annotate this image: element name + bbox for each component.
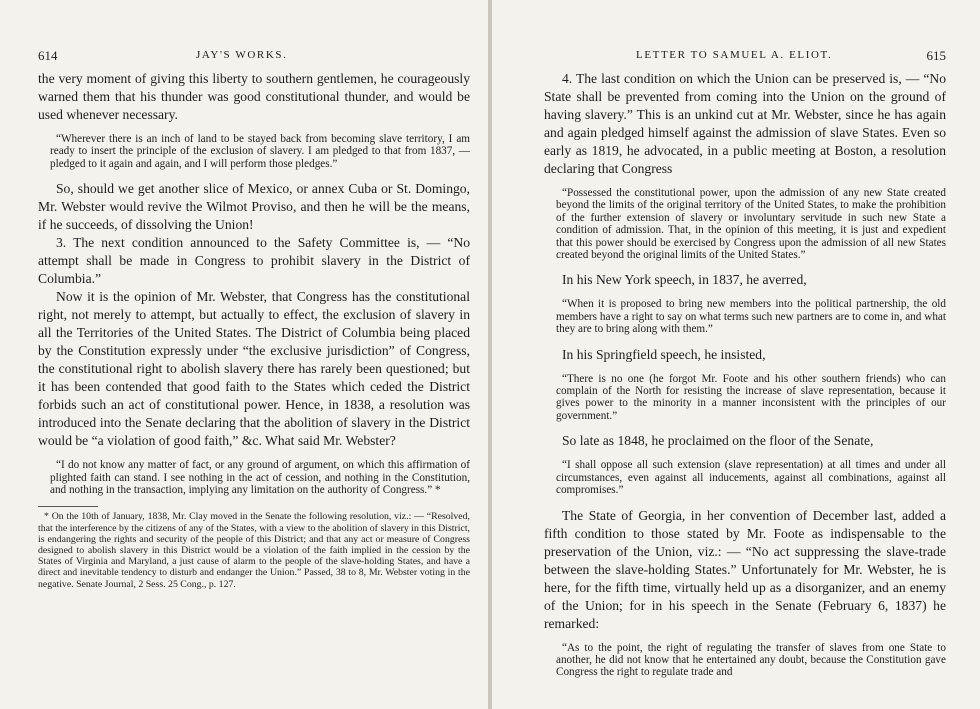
left-page-number: 614: [38, 48, 58, 63]
right-page-header: [544, 48, 946, 70]
footnote-divider: [38, 506, 98, 507]
right-quote-2: “When it is proposed to bring new members into the political partnership, the old members have a right to say on what terms such new partners are to come in, and what they are to bring along with them.”: [556, 298, 946, 336]
left-quote-1: “Wherever there is an inch of land to be stayed back from becoming slave territory, I am ready to insert the principle of the exclusion of slavery. I am pledged to that from 1837, — pledged to it again and again, and I will perform those pledges.”: [50, 133, 470, 170]
left-page: [0, 0, 488, 709]
right-paragraph-4: So late as 1848, he proclaimed on the floor of the Senate,: [562, 433, 874, 449]
right-paragraph-2: In his New York speech, in 1837, he averred,: [562, 272, 807, 288]
right-quote-4: “I shall oppose all such extension (slave representation) at all times and under all circumstances, even against all inducements, against all combinations, against all compromises.”: [556, 459, 946, 497]
left-paragraph-3: 3. The next condition announced to the Safety Committee is, — “No attempt shall be made in Congress to prohibit slavery in the District of Columbia.”: [38, 235, 470, 287]
right-quote-3: “There is no one (he forgot Mr. Foote and his other southern friends) who can complain of the North for resisting the increase of slave representation, because it gives power to the minority in a manner inconsistent with the principles of our government.”: [556, 372, 946, 422]
left-page-header: [38, 48, 470, 70]
right-running-head: LETTER TO SAMUEL A. ELIOT.: [636, 49, 833, 61]
right-page: [492, 0, 980, 709]
right-paragraph-1: 4. The last condition on which the Union can be preserved is, — “No State shall be prevented from coming into the Union on the ground of having slavery.” This is an unkind cut at Mr. Webster, since he has again and again pledged himself against the admission of slave States. Even so early as 1819, he advocated, in a public meeting at Boston, a resolution declaring that Congress: [544, 71, 946, 176]
right-paragraph-5: The State of Georgia, in her convention of December last, added a fifth condition to those stated by Mr. Foote as indispensable to the preservation of the Union, viz.: — “No act suppressing the slave-trade between the slave-holding States.” Unfortunately for Mr. Webster, he is here, for the fifth time, virtually held up as a disorganizer, and an enemy of the Union; for in his speech in the Senate (February 6, 1837) he remarked:: [544, 507, 946, 631]
left-paragraph-2: So, should we get another slice of Mexico, or annex Cuba or St. Domingo, Mr. Webster would revive the Wilmot Proviso, and then he will be the means, if he succeeds, of dissolving the Union!: [38, 181, 470, 233]
left-footnote: * On the 10th of January, 1838, Mr. Clay moved in the Senate the following resolution, viz.: — “Resolved, that the interference by the citizens of any of the States, with a view to the abolition of slavery in this District, is endangering the rights and security of the people of this District; and that any act or measure of Congress designed to abolish slavery in this District would be a violation of the faith implied in the cession by the States of Virginia and Maryland, a just cause of alarm to the people of the slave-holding States, and have a direct and inevitable tendency to disturb and endanger the Union.” Passed, 38 to 8, Mr. Webster voting in the negative. Senate Journal, 2 Sess. 25 Cong., p. 127.: [38, 511, 470, 590]
right-quote-5: “As to the point, the right of regulating the transfer of slaves from one State to another, he did not know that he entertained any doubt, because the Constitution gave Congress the right to regulate trade and: [556, 641, 946, 679]
right-page-number: 615: [926, 48, 946, 63]
right-paragraph-3: In his Springfield speech, he insisted,: [562, 346, 766, 362]
left-running-head: JAY'S WORKS.: [196, 49, 288, 61]
left-quote-2: “I do not know any matter of fact, or any ground of argument, on which this affirmation of plighted faith can stand. I see nothing in the act of cession, and nothing in the Constitution, and nothing in the transaction, implying any limitation on the authority of Congress.” *: [50, 459, 470, 497]
left-paragraph-1: the very moment of giving this liberty to southern gentlemen, he courageously warned them that his thunder was good constitutional thunder, and would be used whenever necessary.: [38, 71, 470, 122]
right-quote-1: “Possessed the constitutional power, upon the admission of any new State created beyond the limits of the original territory of the United States, to make the prohibition of the further extension of slavery or involuntary servitude in such new State a condition of admission. That, in the opinion of this meeting, it is just and expedient that this power should be exercised by Congress upon the admission of all new States created beyond the original limits of the United States.”: [556, 187, 946, 262]
left-paragraph-4: Now it is the opinion of Mr. Webster, that Congress has the constitutional right, not merely to attempt, but actually to effect, the exclusion of slavery in all the Territories of the United States. The District of Columbia being placed by the Constitution expressly under “the exclusive jurisdiction” of Congress, the constitutional right to abolish slavery there has rarely been questioned; but it has been contended that good faith to the States which ceded the District forbids such an act of constitutional power. Hence, in 1838, a resolution was introduced into the Senate declaring that the abolition of slavery in the District would be “a violation of good faith,” &c. What said Mr. Webster?: [38, 289, 470, 449]
